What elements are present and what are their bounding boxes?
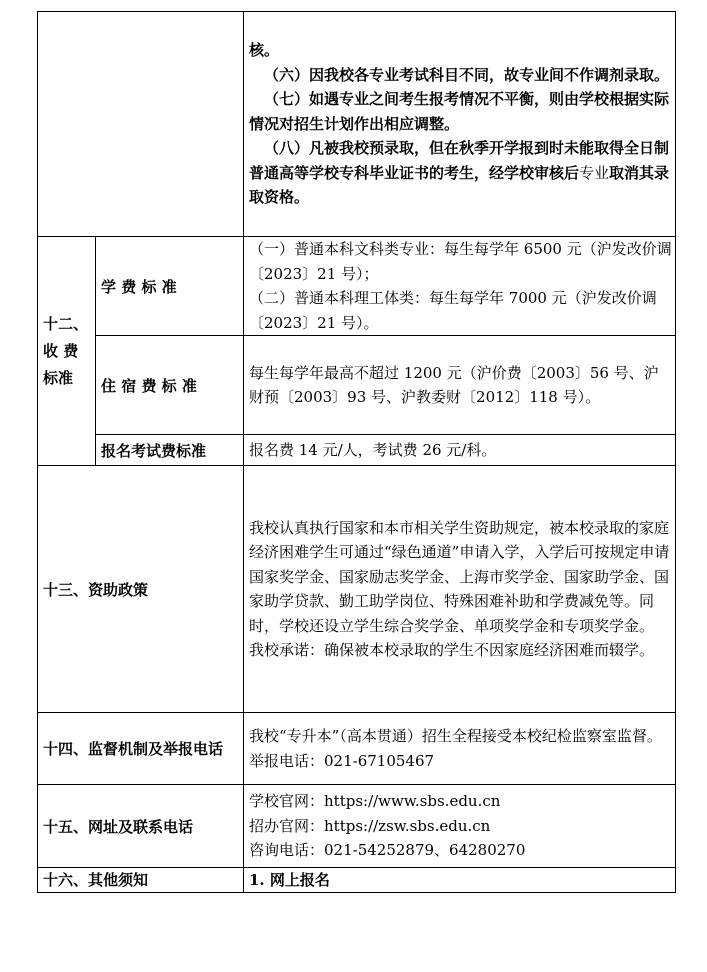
section-16-label: 十六、其他须知 xyxy=(38,868,244,893)
section-14-label: 十四、监督机制及举报电话 xyxy=(38,713,244,785)
section-11-content xyxy=(244,12,676,237)
section-13-para-2: 我校承诺：确保被本校录取的学生不因家庭经济困难而辍学。 xyxy=(249,641,655,659)
exam-fee-content xyxy=(244,435,676,466)
section-11-item-8 xyxy=(249,136,673,210)
tuition-line-2: （二）普通本科理工体类：每生每学年 7000 元（沪发改价调〔2023〕21 号）。 xyxy=(249,289,657,332)
exam-fee-text: 报名费 14 元/人，考试费 26 元/科。 xyxy=(249,440,497,459)
tuition-label: 学 费 标 准 xyxy=(96,237,244,336)
row-section-13 xyxy=(38,466,676,713)
section-15-label: 十五、网址及联系电话 xyxy=(38,785,244,868)
lodging-label: 住 宿 费 标 准 xyxy=(96,336,244,435)
row-section-11-continued xyxy=(38,12,676,237)
admission-website: 招办官网：https://zsw.sbs.edu.cn xyxy=(249,816,491,835)
admissions-table xyxy=(37,11,676,893)
section-11-item-8-text: （八）凡被我校预录取，但在秋季开学报到时未能取得全日制普通高等学校专科毕业证书的考生，经学校审核后 xyxy=(249,139,670,182)
consult-phone: 咨询电话：021-54252879、64280270 xyxy=(249,841,526,860)
section-11-item-7: （七）如遇专业之间考生报考情况不平衡，则由学校根据实际情况对招生计划作出相应调整。 xyxy=(249,90,670,133)
section-15-content xyxy=(244,785,676,868)
row-tuition xyxy=(38,237,676,336)
row-exam-fee xyxy=(38,435,676,466)
section-13-content xyxy=(244,466,676,713)
section-14-text: 我校“专升本”（高本贯通）招生全程接受本校纪检监察室监督。 xyxy=(249,727,662,745)
section-11-item-8-plain: 专业 xyxy=(579,163,610,182)
section-11-item-6: （六）因我校各专业考试科目不同，故专业间不作调剂录取。 xyxy=(264,65,670,84)
section-13-para-1: 我校认真执行国家和本市相关学生资助规定，被本校录取的家庭经济困难学生可通过“绿色通道”申请入学，入学后可按规定申请国家奖学金、国家励志奖学金、上海市奖学金、国家助学金、国家助学贷款、勤工助学岗位、特殊困难补助和学费减免等。同时，学校还设立学生综合奖学金、单项奖学金和专项奖学金。 xyxy=(249,518,670,635)
row-section-16 xyxy=(38,868,676,893)
section-12-label: 十二、收 费标准 xyxy=(38,237,96,466)
tuition-content xyxy=(244,237,676,336)
row-lodging xyxy=(38,336,676,435)
tuition-line-1: （一）普通本科文科类专业：每生每学年 6500 元（沪发改价调〔2023〕21 号）； xyxy=(249,240,672,283)
row-section-14 xyxy=(38,713,676,785)
lodging-content xyxy=(244,336,676,435)
section-14-phone: 举报电话：021-67105467 xyxy=(249,751,435,770)
section-16-content: 1. 网上报名 xyxy=(244,868,676,893)
lodging-text: 每生每学年最高不超过 1200 元（沪价费〔2003〕56 号、沪财预〔2003〕93 号、沪教委财〔2012〕118 号）。 xyxy=(249,363,659,406)
section-14-content xyxy=(244,713,676,785)
section-11-item-8-tail: 取消其录取资格。 xyxy=(249,163,670,207)
section-13-label: 十三、资助政策 xyxy=(38,466,244,713)
row-section-15 xyxy=(38,785,676,868)
empty-label-cell xyxy=(38,12,244,237)
exam-fee-label: 报名考试费标准 xyxy=(96,435,244,466)
section-11-line-1: 核。 xyxy=(249,41,280,60)
school-website: 学校官网：https://www.sbs.edu.cn xyxy=(249,792,501,811)
